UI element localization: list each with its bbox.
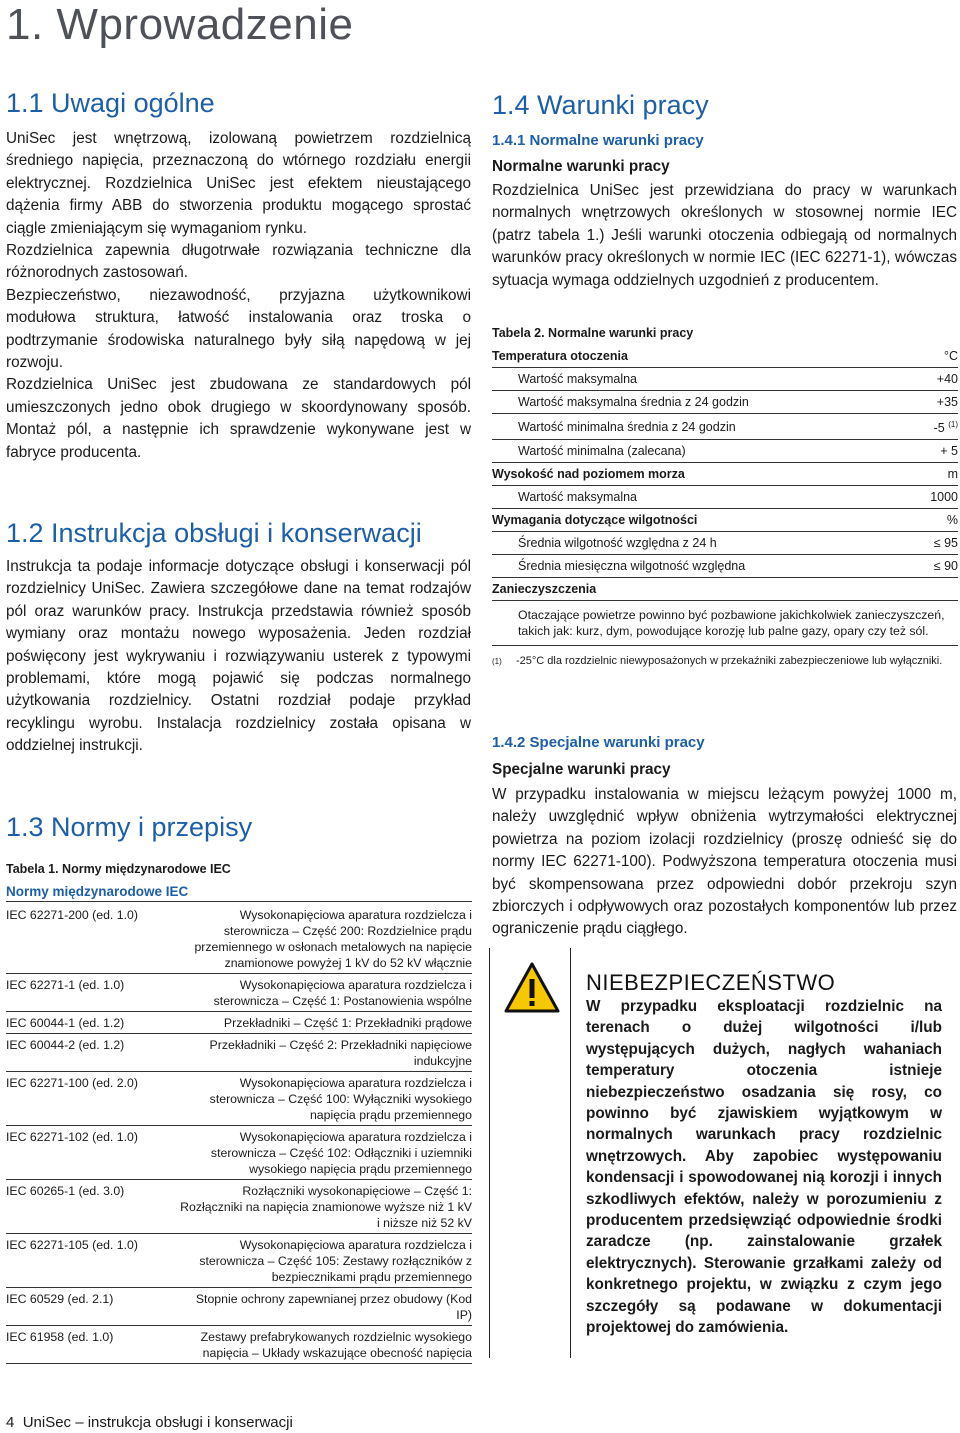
standard-description: Wysokonapięciowa aparatura rozdzielcza i sterownicza – Część 105: Zestawy rozłączników z bezpiecznikami prądu przemiennego [166,1234,472,1288]
table-1-header: Normy międzynarodowe IEC [6,884,472,902]
standards-table [6,904,472,1364]
table-2 [492,345,957,646]
paragraph: Rozdzielnica zapewnia długotrwałe rozwiązania techniczne dla różnorodnych zastosowań. [6,242,471,282]
table-row [6,1234,472,1288]
table-group-row [492,345,958,368]
standard-code: IEC 62271-1 (ed. 1.0) [6,974,166,1012]
section-1-4-2-body [492,784,957,941]
table-group-row: Wysokość nad poziomem morza m [492,463,958,486]
section-1-1-body [6,128,471,464]
footer [6,1414,293,1431]
section-1-3-heading: 1.3 Normy i przepisy [6,812,253,842]
warning-divider-middle [570,948,571,1358]
table-row [6,1288,472,1326]
standard-code: IEC 60044-2 (ed. 1.2) [6,1034,166,1072]
section-1-2-body [6,556,471,758]
paragraph: Rozdzielnica UniSec jest przewidziana do pracy w warunkach normalnych wnętrzowych określonych w stosownej normie IEC (patrz tabela 1.) Jeśli warunki otoczenia odbiegają od normalnych warunków pracy określonych w normie IEC (IEC 62271-1), wówczas sytuacja wymaga oddzielnych uzgodnień z producentem. [492,182,957,289]
paragraph: Instrukcja ta podaje informacje dotyczące obsługi i konserwacji pól rozdzielnicy UniSec. Zawiera szczegółowe dane na temat rodzajów pól oraz warunków pracy. Instrukcja przedstawia również sposób wymiany oraz montażu nowego wyposażenia. Jeden rozdział poświęcony jest wykrywaniu i rozwiązywaniu usterek z typowymi problemami, które mogą pojawić się podczas normalnego użytkowania rozdzielnicy. Ostatni rozdział podaje przykład recyklingu wyrobu. Instalacja rozdzielnicy została opisana w oddzielnej instrukcji. [6,558,471,755]
standard-description: Wysokonapięciowa aparatura rozdzielcza i sterownicza – Część 102: Odłączniki i uziemniki wysokiego napięcia prądu przemiennego [166,1126,472,1180]
special-conditions-subheading: Specjalne warunki pracy [492,761,671,778]
conditions-table [492,345,958,646]
standard-code: IEC 62271-102 (ed. 1.0) [6,1126,166,1180]
section-1-4-1-body [492,180,957,292]
standard-code: IEC 60265-1 (ed. 3.0) [6,1180,166,1234]
standard-description: Wysokonapięciowa aparatura rozdzielcza i sterownicza – Część 200: Rozdzielnice prądu przemiennego w osłonach metalowych na napięcie znamionowe powyżej 1 kV do 52 kV włącznie [166,904,472,974]
standard-code: IEC 60044-1 (ed. 1.2) [6,1012,166,1034]
page-title: 1. Wprowadzenie [6,0,354,49]
footer-text: UniSec – instrukcja obsługi i konserwacji [22,1414,293,1431]
standard-code: IEC 62271-200 (ed. 1.0) [6,904,166,974]
standard-code: IEC 62271-100 (ed. 2.0) [6,1072,166,1126]
standard-description: Przekładniki – Część 2: Przekładniki napięciowe indukcyjne [166,1034,472,1072]
table-2-footnote: (1) -25°C dla rozdzielnic niewyposażonych w przekaźniki zabezpieczeniowe lub wyłączniki. [492,655,943,667]
table-row: Wartość maksymalna średnia z 24 godzin +35 [492,391,958,414]
standard-code: IEC 62271-105 (ed. 1.0) [6,1234,166,1288]
paragraph: W przypadku instalowania w miejscu leżącym powyżej 1000 m, należy uwzględnić wpływ obniżenia wytrzymałości elektrycznej powietrza na poziom izolacji rozdzielnicy (proszę odnieść się do normy IEC 62271-100). Podwyższona temperatura otoczenia musi być skompensowana przez odpowiedni dobór przekroju szyn zbiorczych i odpływowych oraz pozostałych komponentów lub przez ograniczenie prądu ciągłego. [492,786,957,938]
standard-description: Rozłączniki wysokonapięciowe – Część 1: Rozłączniki na napięcia znamionowe wyższe niż 1 kV i niższe niż 52 kV [166,1180,472,1234]
standard-description: Stopnie ochrony zapewnianej przez obudowy (Kod IP) [166,1288,472,1326]
group-unit: °C [904,345,958,368]
paragraph: Bezpieczeństwo, niezawodność, przyjazna użytkownikowi modułowa struktura, łatwość instalowania oraz troska o podtrzymanie środowiska naturalnego były siłą napędową w jej rozwoju. [6,286,471,372]
warning-title: NIEBEZPIECZEŃSTWO [586,970,836,995]
table-row: Wartość minimalna średnia z 24 godzin -5 $^{(1)}$ [492,414,958,440]
table-1-caption: Tabela 1. Normy międzynarodowe IEC [6,862,231,876]
table-row: Średnia wilgotność względna z 24 h ≤ 95 [492,532,958,555]
table-row: Wartość maksymalna 1000 [492,486,958,509]
section-1-2-heading: 1.2 Instrukcja obsługi i konserwacji [6,518,422,548]
table-row [6,1072,472,1126]
table-row [6,974,472,1012]
paragraph: Rozdzielnica UniSec jest zbudowana ze standardowych pól umieszczonych jedno obok drugiego w skoordynowany sposób. Montaż pól, a następnie ich sprawdzenie wykonywane jest w fabryce producenta. [6,376,471,461]
table-row: Wartość maksymalna +40 [492,368,958,391]
warning-body [586,996,942,1339]
table-group-row: Wymagania dotyczące wilgotności % [492,509,958,532]
section-1-4-1-heading: 1.4.1 Normalne warunki pracy [492,132,704,149]
paragraph: UniSec jest wnętrzową, izolowaną powietrzem rozdzielnicą średniego napięcia, przeznaczoną do wtórnego rozdziału energii elektrycznej. Rozdzielnica UniSec jest efektem nieustającego dążenia firmy ABB do stworzenia produktu mogącego sprostać ciągle zmieniającym się wymaganiom rynku. [6,130,471,237]
table-group-row: Zanieczyszczenia [492,578,958,601]
table-row [6,1012,472,1034]
table-row [6,1126,472,1180]
section-1-4-2-heading: 1.4.2 Specjalne warunki pracy [492,734,705,751]
table-row [6,1180,472,1234]
normal-conditions-subheading: Normalne warunki pracy [492,158,670,175]
page-number: 4 [6,1414,15,1431]
table-2-caption: Tabela 2. Normalne warunki pracy [492,326,694,340]
standard-code: IEC 61958 (ed. 1.0) [6,1326,166,1364]
group-label: Temperatura otoczenia [492,345,904,368]
standard-description: Przekładniki – Część 1: Przekładniki prądowe [166,1012,472,1034]
section-1-1-heading: 1.1 Uwagi ogólne [6,88,215,118]
table-row: Wartość minimalna (zalecana) + 5 [492,440,958,463]
table-row: Średnia miesięczna wilgotność względna ≤ 90 [492,555,958,578]
table-row [6,1326,472,1364]
standard-code: IEC 60529 (ed. 2.1) [6,1288,166,1326]
table-row [6,904,472,974]
section-1-4-heading: 1.4 Warunki pracy [492,90,709,120]
warning-triangle-icon [504,962,560,1014]
standard-description: Zestawy prefabrykowanych rozdzielnic wysokiego napięcia – Układy wskazujące obecność napięcia [166,1326,472,1364]
warning-text: W przypadku eksploatacji rozdzielnic na terenach o dużej wilgotności i/lub występujących dużych, nagłych wahaniach temperatury otoczenia istnieje niebezpieczeństwo osadzania się rosy, co powinno być zjawiskiem wyjątkowym w normalnych warunkach pracy rozdzielnic wnętrzowych. Aby zapobiec występowaniu kondensacji i spowodowanej nią korozji i innych szkodliwych efektów, należy w porozumieniu z producentem przedsięwziąć odpowiednie środki zaradcze (np. zainstalowanie grzałek elektrycznych). Sterowanie grzałkami zależy od konkretnego projektu, w związku z czym jego szczegóły są podawane w dokumentacji projektowej do zamówienia. [586,998,942,1337]
table-row [6,1034,472,1072]
table-1 [6,904,471,1364]
warning-divider-left [489,948,490,1358]
table-row: Otaczające powietrze powinno być pozbawione jakichkolwiek zanieczyszczeń, takich jak: kurz, dym, powodujące korozję lub palne gazy, opary czy też sól. [492,601,958,646]
standard-description: Wysokonapięciowa aparatura rozdzielcza i sterownicza – Część 1: Postanowienia wspólne [166,974,472,1012]
standard-description: Wysokonapięciowa aparatura rozdzielcza i sterownicza – Część 100: Wyłączniki wysokiego napięcia prądu przemiennego [166,1072,472,1126]
